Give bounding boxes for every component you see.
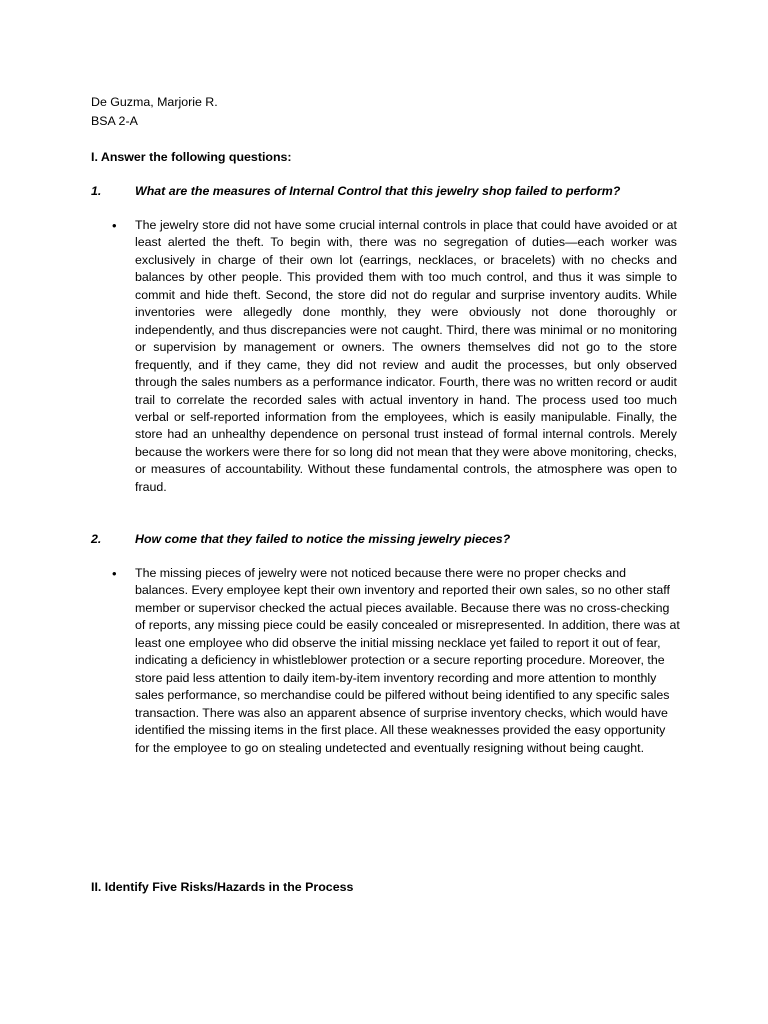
bullet-icon: • [112, 566, 117, 581]
answer-2-paragraph: The missing pieces of jewelry were not noticed because there were no proper checks and balances. Every employee kept their own inventory and reported their own sales, so no other staff member or supervisor checked the actual pieces available. Because there was no cross-checking of reports, any missing piece could be easily concealed or misrepresented. In addition, there was at least one employee who did observe the initial missing necklace yet failed to report it out of fear, indicating a deficiency in whistleblower protection or a secure reporting procedure. Moreover, the store paid less attention to daily item-by-item inventory recording and more attention to monthly sales performance, so merchandise could be pilfered without being identified to any specific sales transaction. There was also an apparent absence of surprise inventory checks, which would have identified the missing items in the first place. All these weaknesses provided the easy opportunity for the employee to go on stealing undetected and eventually resigning without being caught. [135, 566, 680, 755]
part1-heading: I. Answer the following questions: [91, 150, 292, 164]
answer-1-paragraph: The jewelry store did not have some crucial internal controls in place that could have avoided or at least alerted the theft. To begin with, there was no segregation of duties—each worker was exclusively in charge of their own lot (earrings, necklaces, or bracelets) with no checks and balances by other people. This provided them with too much control, and thus it was simple to commit and hide theft. Second, the store did not do regular and surprise inventory audits. While inventories were allegedly done monthly, they were obviously not done thoroughly or independently, and thus discrepancies were not caught. Third, there was minimal or no monitoring or supervision by management or owners. The owners themselves did not go to the store frequently, and if they came, they did not review and audit the processes, but only observed through the sales numbers as a performance indicator. Fourth, there was no written record or audit trail to correlate the recorded sales with actual inventory in hand. The process used too much verbal or self-reported information from the employees, which is easily manipulable. Finally, the store had an unhealthy dependence on personal trust instead of formal internal controls. Merely because the workers were there for so long did not mean that they were above monitoring, checks, or measures of accountability. Without these fundamental controls, the atmosphere was open to fraud. [135, 218, 677, 494]
bullet-icon: • [112, 218, 117, 233]
part2-heading: II. Identify Five Risks/Hazards in the Process [91, 880, 354, 894]
student-section: BSA 2-A [91, 114, 138, 128]
question-1-text: What are the measures of Internal Control that this jewelry shop failed to perform? [135, 184, 621, 198]
question-2-number: 2. [91, 532, 102, 546]
question-1-number: 1. [91, 184, 102, 198]
question-2-text: How come that they failed to notice the missing jewelry pieces? [135, 532, 511, 546]
student-name: De Guzma, Marjorie R. [91, 95, 218, 109]
